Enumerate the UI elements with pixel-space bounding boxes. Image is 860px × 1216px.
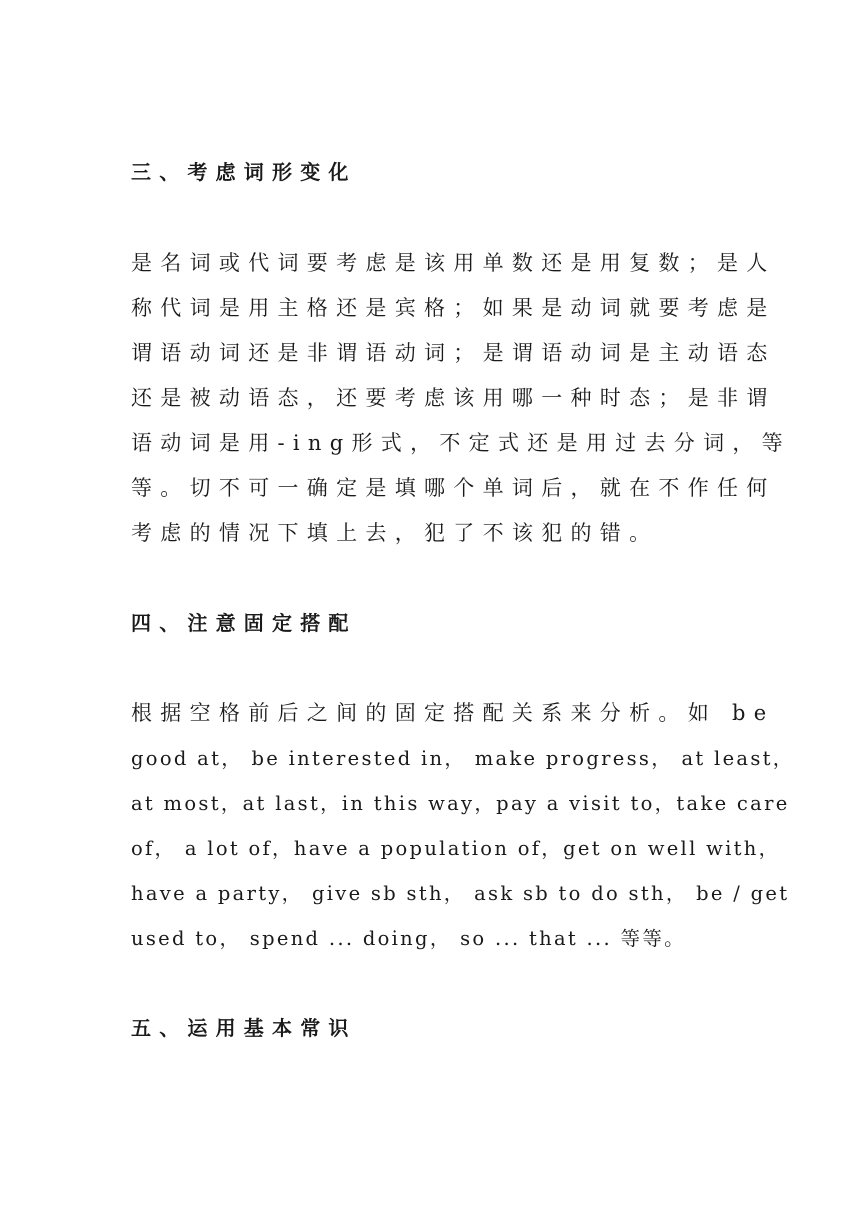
paragraph-fixed-collocation	[131, 691, 795, 961]
paragraph-line: used to， spend ... doing， so ... that ... 等等。	[131, 927, 686, 950]
paragraph-word-form	[131, 241, 791, 556]
paragraph-line: 还是被动语态，还要考虑该用哪一种时态；是非谓	[131, 386, 776, 410]
paragraph-line: 称代词是用主格还是宾格；如果是动词就要考虑是	[131, 296, 776, 320]
section-heading-4: 四、注意固定搭配	[131, 611, 357, 635]
paragraph-line: 等。切不可一确定是填哪个单词后，就在不作任何	[131, 476, 776, 500]
paragraph-line: 谓语动词还是非谓语动词；是谓语动词是主动语态	[131, 341, 776, 365]
paragraph-line: 考虑的情况下填上去，犯了不该犯的错。	[131, 521, 659, 545]
paragraph-line: 语动词是用-ing形式，不定式还是用过去分词，等	[131, 431, 791, 455]
paragraph-line: good at， be interested in， make progress， at least，	[131, 747, 795, 770]
paragraph-line: of， a lot of，have a population of，get on well with，	[131, 837, 781, 860]
paragraph-line: have a party， give sb sth， ask sb to do sth， be / get	[131, 882, 790, 905]
paragraph-line: 是名词或代词要考虑是该用单数还是用复数；是人	[131, 251, 776, 275]
paragraph-line: at most，at last，in this way，pay a visit to，take care	[131, 792, 790, 815]
paragraph-line: 根据空格前后之间的固定搭配关系来分析。如 be	[131, 701, 775, 725]
section-heading-5: 五、运用基本常识	[131, 1016, 357, 1040]
section-heading-3: 三、考虑词形变化	[131, 160, 357, 184]
